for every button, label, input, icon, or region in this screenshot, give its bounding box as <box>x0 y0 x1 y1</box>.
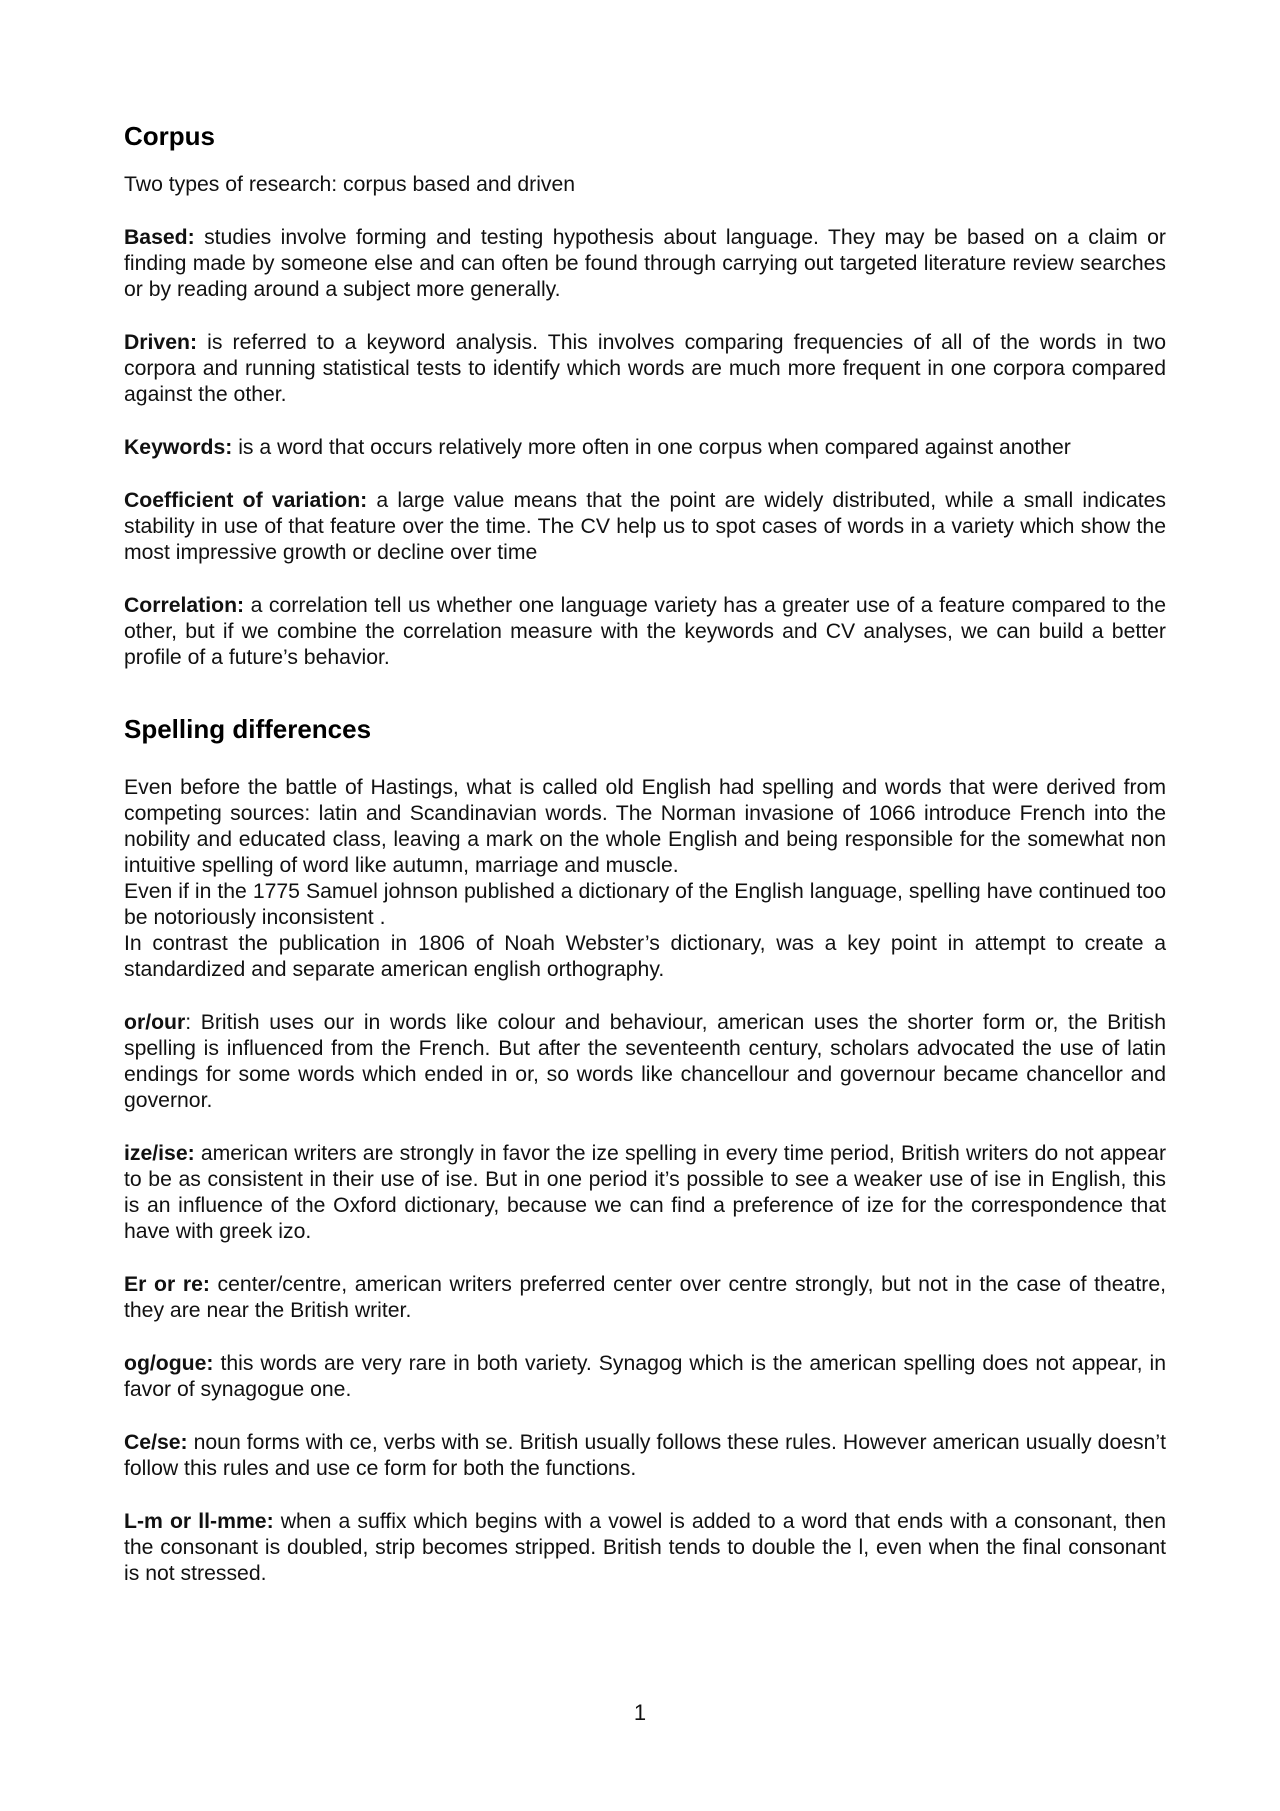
definition-text: : British uses our in words like colour and behaviour, american uses the shorter form or, the British spelling is influenced from the French. But after the seventeenth century, scholars advocated the use of latin endings for some words which ended in or, so words like chancellour and governour became chancellor and governor. <box>124 1011 1166 1112</box>
definition-text: a large value means that the point are widely distributed, while a small indicates stability in use of that feature over the time. The CV help us to spot cases of words in a variety which show the most impressive growth or decline over time <box>124 489 1166 564</box>
term: Driven: <box>124 331 197 354</box>
term: or/our <box>124 1011 186 1034</box>
definition-text: studies involve forming and testing hypothesis about language. They may be based on a claim or finding made by someone else and can often be found through carrying out targeted literature review searches or by reading around a subject more generally. <box>124 226 1166 301</box>
definition-text: this words are very rare in both variety. Synagog which is the american spelling does not appear, in favor of synagogue one. <box>124 1352 1166 1401</box>
section-heading-spelling-differences: Spelling differences <box>124 714 372 744</box>
term: L-m or ll-mme: <box>124 1510 274 1533</box>
term: Er or re: <box>124 1273 210 1296</box>
term: ize/ise: <box>124 1142 195 1165</box>
spelling-paragraph: In contrast the publication in 1806 of Noah Webster’s dictionary, was a key point in attempt to create a standardized and separate american english orthography. <box>124 932 1166 981</box>
spelling-paragraph: Even before the battle of Hastings, what is called old English had spelling and words that were derived from competing sources: latin and Scandinavian words. The Norman invasione of 1066 introduce French into the nobility and educated class, leaving a mark on the whole English and being responsible for the somewhat non intuitive spelling of word like autumn, marriage and muscle. <box>124 776 1166 877</box>
section-heading-corpus: Corpus <box>124 121 215 151</box>
term: Based: <box>124 226 195 249</box>
definition-er-re <box>124 1272 1166 1324</box>
definition-ize-ise <box>124 1141 1166 1245</box>
definition-text: center/centre, american writers preferred center over centre strongly, but not in the case of theatre, they are near the British writer. <box>124 1273 1166 1322</box>
definition-correlation <box>124 593 1166 671</box>
definition-og-ogue <box>124 1351 1166 1403</box>
corpus-intro: Two types of research: corpus based and driven <box>124 173 576 196</box>
document-page <box>124 120 1166 1614</box>
term: Ce/se: <box>124 1431 188 1454</box>
term: Coefficient of variation: <box>124 489 368 512</box>
spelling-paragraph: Even if in the 1775 Samuel johnson published a dictionary of the English language, spelling have continued too be notoriously inconsistent . <box>124 880 1166 929</box>
definition-text: is a word that occurs relatively more often in one corpus when compared against another <box>232 436 1071 459</box>
definition-ce-se <box>124 1430 1166 1482</box>
definition-keywords <box>124 435 1166 461</box>
definition-l-m-ll-mme <box>124 1509 1166 1587</box>
term: Keywords: <box>124 436 233 459</box>
term: Correlation: <box>124 594 245 617</box>
definition-text: american writers are strongly in favor the ize spelling in every time period, British writers do not appear to be as consistent in their use of ise. But in one period it’s possible to see a weaker use of ise in English, this is an influence of the Oxford dictionary, because we can find a preference of ize for the correspondence that have with greek izo. <box>124 1142 1166 1243</box>
page-number: 1 <box>633 1700 647 1725</box>
term: og/ogue: <box>124 1352 214 1375</box>
definition-coefficient-of-variation <box>124 488 1166 566</box>
definition-text: when a suffix which begins with a vowel is added to a word that ends with a consonant, then the consonant is doubled, strip becomes stripped. British tends to double the l, even when the final consonant is not stressed. <box>124 1510 1166 1585</box>
definition-or-our <box>124 1010 1166 1114</box>
definition-text: noun forms with ce, verbs with se. British usually follows these rules. However american usually doesn’t follow this rules and use ce form for both the functions. <box>124 1431 1166 1480</box>
definition-text: is referred to a keyword analysis. This involves comparing frequencies of all of the words in two corpora and running statistical tests to identify which words are much more frequent in one corpora compared against the other. <box>124 331 1166 406</box>
definition-text: a correlation tell us whether one language variety has a greater use of a feature compared to the other, but if we combine the correlation measure with the keywords and CV analyses, we can build a better profile of a future’s behavior. <box>124 594 1166 669</box>
definition-based <box>124 225 1166 303</box>
definition-driven <box>124 330 1166 408</box>
